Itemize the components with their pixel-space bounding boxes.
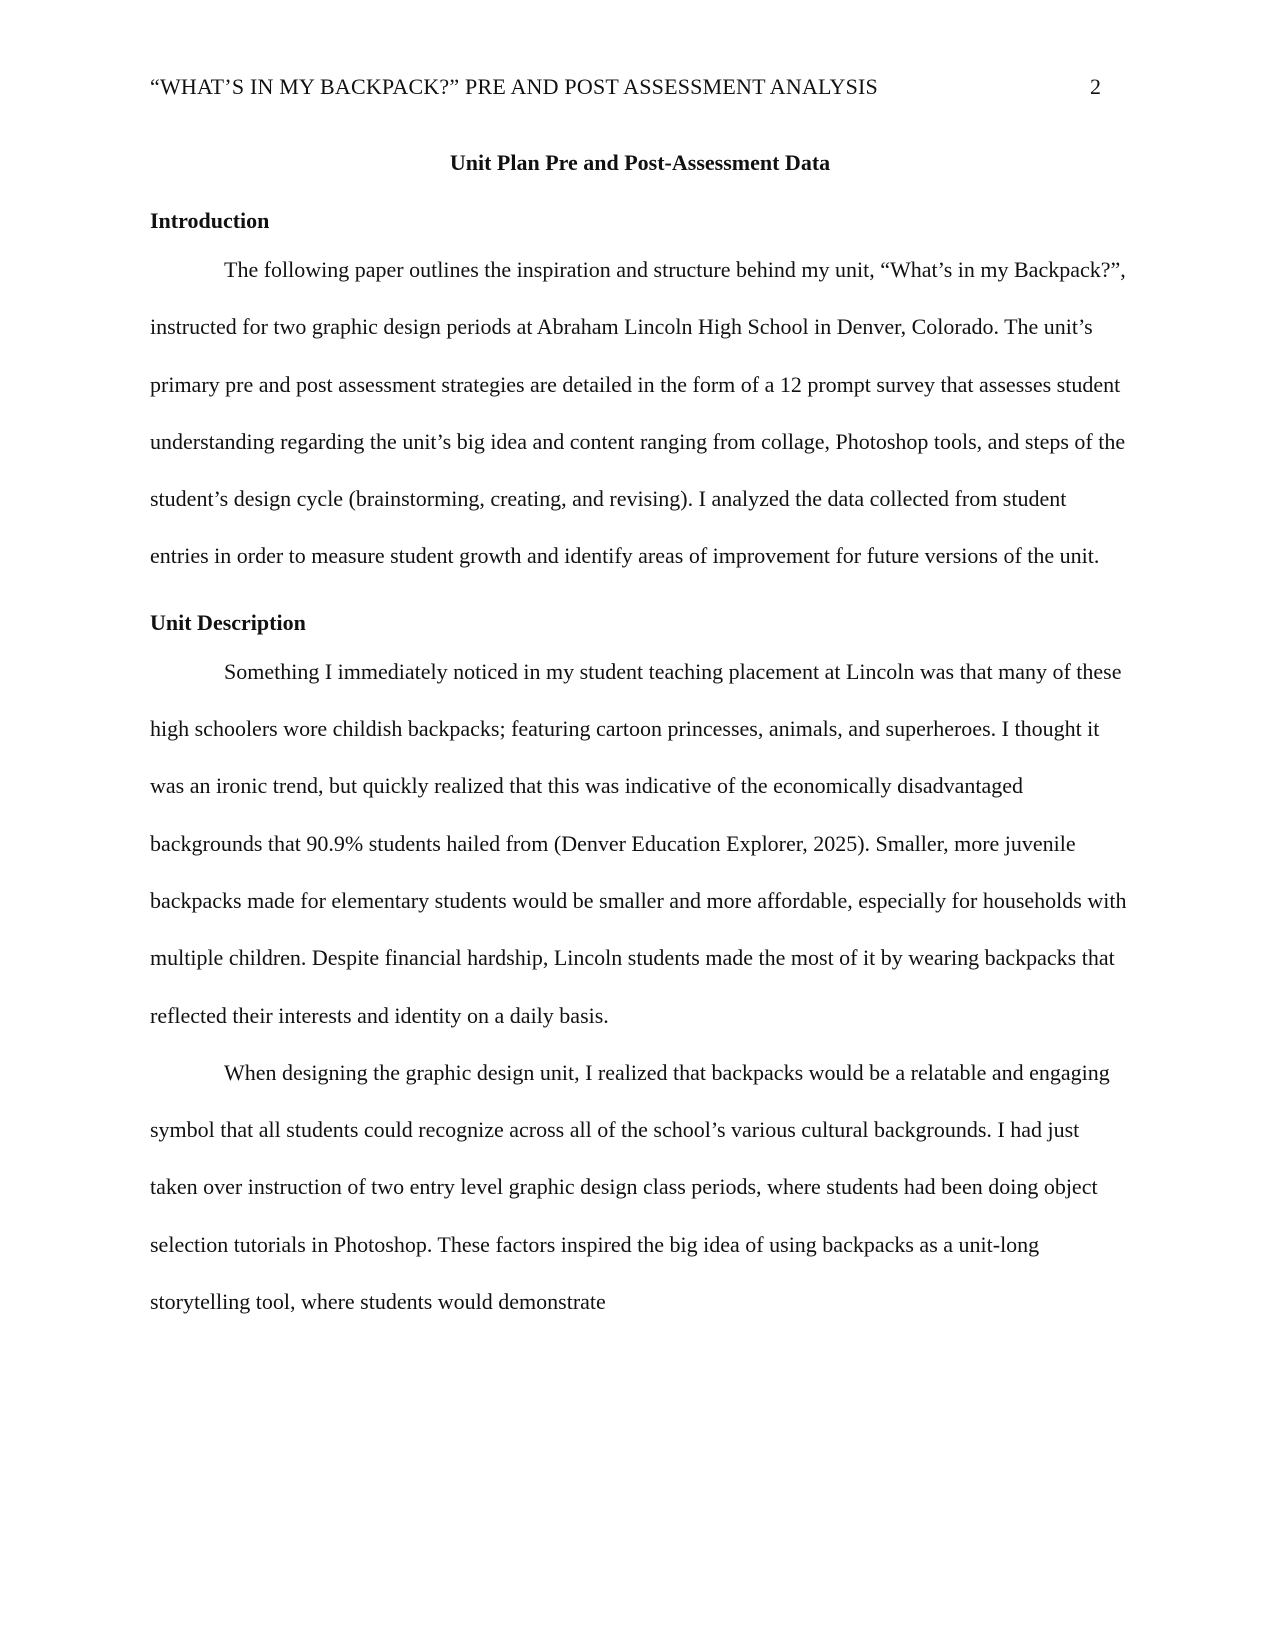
running-head: “WHAT’S IN MY BACKPACK?” PRE AND POST ASSESSMENT ANALYSIS bbox=[150, 74, 878, 99]
section-heading-introduction: Introduction bbox=[150, 208, 270, 233]
section-spacer bbox=[150, 585, 1130, 605]
document-title: Unit Plan Pre and Post-Assessment Data bbox=[449, 150, 831, 175]
document-body bbox=[150, 145, 1130, 1330]
paragraph: Something I immediately noticed in my student teaching placement at Lincoln was that many of these high schoolers wore childish backpacks; featuring cartoon princesses, animals, and superheroes. I thought it was an ironic trend, but quickly realized that this was indicative of the economically disadvantaged backgrounds that 90.9% students hailed from (Denver Education Explorer, 2025). Smaller, more juvenile backpacks made for elementary students would be smaller and more affordable, especially for households with multiple children. Despite financial hardship, Lincoln students made the most of it by wearing backpacks that reflected their interests and identity on a daily basis. bbox=[150, 658, 1127, 1028]
paragraph: The following paper outlines the inspiration and structure behind my unit, “What’s in my Backpack?”, instructed for two graphic design periods at Abraham Lincoln High School in Denver, Colorado. The unit’s primary pre and post assessment strategies are detailed in the form of a 12 prompt survey that assesses student understanding regarding the unit’s big idea and content ranging from collage, Photoshop tools, and steps of the student’s design cycle (brainstorming, creating, and revising). I analyzed the data collected from student entries in order to measure student growth and identify areas of improvement for future versions of the unit. bbox=[150, 257, 1126, 569]
paragraph: When designing the graphic design unit, I realized that backpacks would be a relatable and engaging symbol that all students could recognize across all of the school’s various cultural backgrounds. I had just taken over instruction of two entry level graphic design class periods, where students had been doing object selection tutorials in Photoshop. These factors inspired the big idea of using backpacks as a unit-long storytelling tool, where students would demonstrate bbox=[150, 1059, 1110, 1315]
section-heading-unit-description: Unit Description bbox=[150, 609, 306, 635]
page-number: 2 bbox=[1090, 74, 1101, 99]
